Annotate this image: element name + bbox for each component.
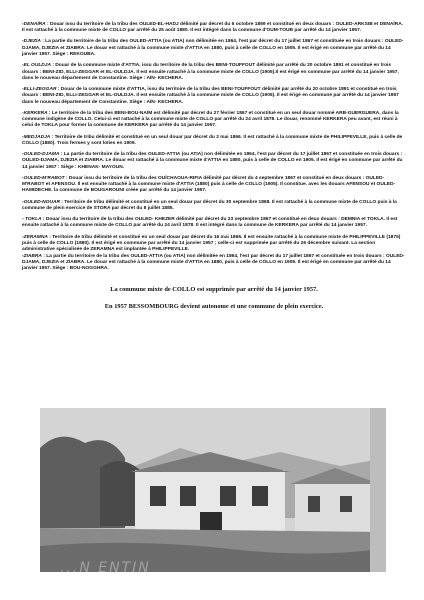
closing-statement-collo: La commune mixte de COLLO est supprimée par arrêté du 14 janvier 1957.: [110, 286, 318, 294]
entry-text: : Douar de la commune mixte d'ATTIA, issu du territoire de la tribu des BENI-TOUFFOUT délimité par arrêté du 20 octobre 1891 et constitué en trois douars : BENI-ZID, ELLI-ZEGGAR et EL-OULDJA. Il est ensuite rattaché à la commune mixte de COLLO (1905).Il est érigé en commune par arrêté du 14 janvier 1957, dans le nouveau département de Constantine. Siège : AÏN- KECHERA.: [22, 63, 399, 81]
entry-text: : La partie du territoire de la tribu des OULED-ATTIA (ou ATIA) non délimitée en 1864, l'est par décret du 17 juillet 1867 et constituée en trois douars : OULED-DJAMA, DJEZIA et ZIABRA. Le douar est rattaché à la commune mixte d'ATTIA en 1880, puis à celle de COLLO en 1905. Il est érigé en commune par arrêté du 14 janvier 1957 : Siège : KHENAK- MAYOUN.: [22, 152, 403, 170]
entry-zeramna: [22, 235, 406, 254]
entry-name: -DENAÏRA: [22, 22, 46, 27]
photo-illustration: [40, 408, 386, 572]
historic-photo: [40, 408, 386, 572]
photo-caption: ...N ENTIN: [60, 560, 151, 576]
entry-text: : Territoire de tribu délimité et constitué en un seul douar par décret du 16 mai 1866. Il est ensuite rattaché à la commune mixte de PHILIPPEVILLE (1875) puis à celle de COLLO (1880). Il est érigé en commune par arrêté du 14 janvier 1957 ; celle-ci est supprimée par arrêté du 26 décembre suivant. La section administrative spécialisée de ZERAMNA est implantée à PHILIPPEVILLE.: [22, 234, 401, 253]
entry-name: -ELLI-ZEGGAR: [22, 87, 57, 93]
document-body: [22, 22, 406, 310]
entry-name: -OULED-NOUAR: [22, 199, 60, 205]
entry-elli-zeggar: [22, 87, 406, 106]
entry-text: : Douar issu du territoire de la tribu des OULED-EL-HADJ délimité par décret du 6 octobre 1869 et constitué en deux douars : OULED-ARKSIB et DENAÏRA. Il est rattaché à la commune mixte de COLLO par arrêté du 25 août 1880. Il est intégré dans la commune d'OUM-TOUB par arrêté du 14 janvier 1957.: [22, 22, 404, 34]
entry-ouled-nouar: [22, 200, 406, 213]
entry-name: -ZERAMNA: [22, 234, 48, 240]
entry-medjadja: [22, 135, 406, 148]
entry-djezia: [22, 39, 406, 58]
entry-name: -EL OULDJA: [22, 63, 51, 69]
entry-text: : Douar de la commune mixte d'ATTIA, issu du territoire de la tribu des BENI-TOUFFOUT délimité par arrêté du 20 octobre 1891 et constitué en trois douars : BENI-ZID, ELLI-ZEGGAR et EL-OULDJA. Il est ensuite rattaché à la commune mixte de COLLO (1905). Il est érigé en commune par arrêté du 14 janvier 1957 dans le nouveau département de Constantine. Siège : AÏN- KECHERA.: [22, 87, 399, 105]
entry-text: : Le territoire de la tribu des BENI-BOU-NAÏM est délimité par décret du 27 février 1867 et constitué en un seul douar nommé ARB-GUERGUERA, dans la commune indigène de COLLO. Celui-ci est rattaché à la commune mixte de COLLO par arrêté du 24 avril 1878. Le douar, renommé KERKERA peu avant, est réuni à celui de TOKLA pour former la commune de KERKERA par arrêté du 14 janvier 1957.: [22, 110, 399, 129]
entry-tokla: [22, 217, 406, 230]
entry-text: : Douar issu du territoire de la tribu des OULED- KHEZER délimité par décret du 23 septembre 1867 et constitué en deux douars : DEMNIA et TOKLA. Il est ensuite rattaché à la commune mixte de COLLO par arrêté du 24 avril 1878. Il est intégré dans la commune de KERKERA par arrêté du 14 janvier 1957.: [22, 217, 398, 229]
entry-el-ouldja: [22, 63, 406, 82]
entry-kerkera: [22, 111, 406, 130]
entry-name: -OULED-M'RABOT: [22, 175, 65, 181]
closing-statement-bessombourg: En 1957 BESSOMBOURG devient autonome et une commune de plein exercice.: [104, 303, 324, 311]
entry-name: - TOKLA: [22, 217, 42, 223]
entry-ziabra: [22, 254, 406, 273]
entry-name: -MEDJADJA: [22, 134, 51, 140]
entry-text: : Territoire de tribu délimité et constitué en un seul douar par décret du 30 septembre 1868. Il est rattaché à la commune mixte de COLLO puis à la commune de plein exercice de STORA par décret du 8 juillet 1885.: [22, 199, 397, 211]
entry-text: : La partie du territoire de la tribu des OULED-ATTIA (ou ATIA) non délimitée en 1864, l'est par décret du 17 juillet 1867 et constituée en trois douars : OULED-DJAMA, DJEZIA et ZIABRA. Le douar est rattaché à la commune mixte d'ATTIA en 1880, puis à celle de COLLO en 1905. Il est érigé en commune par arrêté du 14 janvier 1957. Siège : BOU-NOGGHRA.: [22, 253, 405, 272]
entry-ouled-djama: [22, 152, 406, 171]
entry-text: : Douar issu du territoire de la tribu des OUÏCHAOUA-RIFIA délimité par décret du 4 septembre 1867 et constitué en deux douars : OULED- M'RABOT et AFENSOU. Il est ensuite rattaché à la commune mixte d'ATTIA (1880) puis à celle de COLLO (1905). Il constitue. avec les douars AFENSOU et OULED-HAMIDECHE. la commune de BOUGAROUNI créée par arrêté du 14 janvier 1957.: [22, 175, 396, 194]
entry-denaira: [22, 22, 406, 35]
entry-text: : La partie du territoire de la tribu des OULED-ATTIA (ou ATIA) non délimitée en 1864, l'est par décret du 17 juillet 1867 et constituée en trois douars : OULED-DJAMA, DJEZIA et ZIABRA. Le douar est rattaché à la commune mixte d'ATTIA en 1880, puis à celle de COLLO en 1905. Il est érigé en commune par arrêté du 14 janvier 1957. Siège : REKOUBA.: [22, 39, 404, 58]
entry-text: : Territoire de tribu délimité et constitué en un seul douar par décret du 2 mai 1866. Il est rattaché à la commune mixte de PHILIPPEVILLE, puis à celle de COLLO (1880). Trois fermes y sont loties en 1909.: [22, 134, 403, 146]
entry-name: -KERKERA: [22, 110, 48, 116]
entry-name: -OULED-DJAMA: [22, 152, 60, 158]
entry-name: -ZIABRA: [22, 253, 42, 259]
entry-ouled-mrabot: [22, 176, 406, 195]
entry-name: -DJEZIA: [22, 39, 41, 45]
